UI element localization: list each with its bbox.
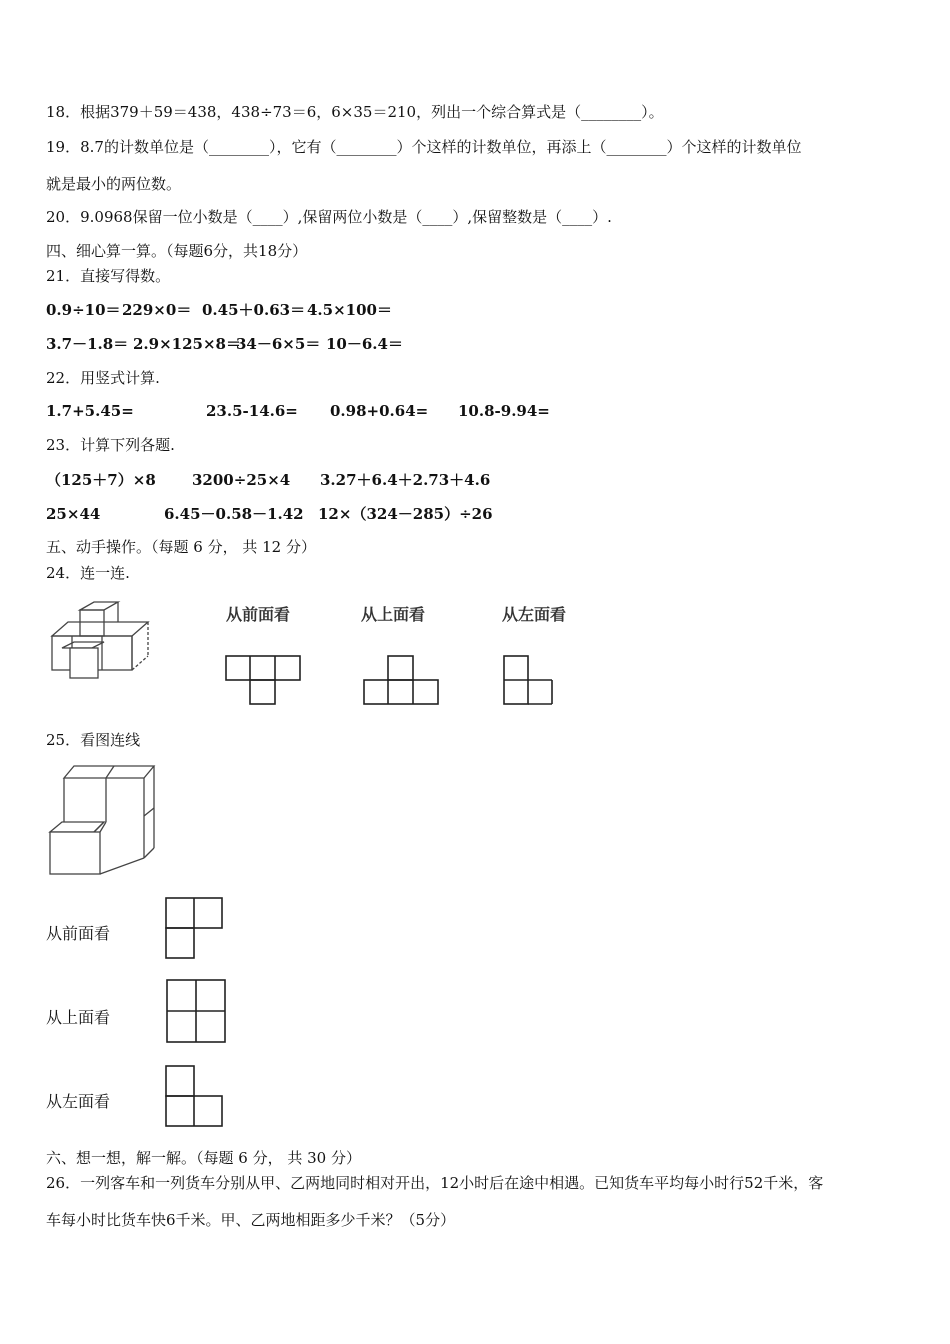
calc-item: 3200÷25×4 <box>192 471 291 489</box>
calc-item: 0.98+0.64= <box>330 402 429 420</box>
calc-item: 10－6.4＝ <box>326 335 403 353</box>
q25-view-shape-top <box>165 978 229 1046</box>
calc-item: 10.8-9.94= <box>458 402 550 420</box>
q25-view-label-left: 从左面看 <box>46 1092 111 1111</box>
q25-view-shape-front <box>164 896 226 962</box>
question-26-line2: 车每小时比货车快6千米。甲、乙两地相距多少千米？（5分） <box>46 1211 456 1229</box>
question-19-line1: 19．8.7的计数单位是（________），它有（________）个这样的计数单位，再添上（________）个这样的计数单位 <box>46 138 802 156</box>
q24-view-shape-l <box>502 654 558 708</box>
q25-view-label-front: 从前面看 <box>46 924 111 943</box>
q24-solid-figure <box>48 600 158 682</box>
calc-item: （125＋7）×8 <box>46 471 156 489</box>
question-26-line1: 26．一列客车和一列货车分别从甲、乙两地同时相对开出，12小时后在途中相遇。已知货车平均每小时行52千米，客 <box>46 1174 824 1192</box>
calc-item: 3.7－1.8＝ <box>46 335 129 353</box>
q24-view-label-left: 从左面看 <box>502 605 567 624</box>
calc-item: 0.9÷10＝ <box>46 301 121 319</box>
q25-view-label-top: 从上面看 <box>46 1008 111 1027</box>
q24-view-label-top: 从上面看 <box>361 605 426 624</box>
question-22-title: 22．用竖式计算. <box>46 369 160 387</box>
question-21-title: 21．直接写得数。 <box>46 267 171 285</box>
question-25-title: 25．看图连线 <box>46 731 141 749</box>
calc-item: 1.7+5.45= <box>46 402 134 420</box>
question-18: 18．根据379＋59＝438，438÷73＝6，6×35＝210，列出一个综合算式是（________）。 <box>46 103 664 121</box>
calc-item: 2.9×125×8＝ <box>133 335 241 353</box>
q24-view-shape-inverted-t <box>362 654 442 708</box>
question-24-title: 24．连一连. <box>46 564 130 582</box>
q25-solid-figure <box>44 762 160 878</box>
calc-item: 23.5-14.6= <box>206 402 298 420</box>
calc-item: 3.27＋6.4＋2.73＋4.6 <box>320 471 491 489</box>
calc-item: 34－6×5＝ <box>236 335 321 353</box>
calc-item: 25×44 <box>46 505 101 523</box>
q24-view-shape-t <box>224 654 304 708</box>
calc-item: 6.45－0.58－1.42 <box>164 505 304 523</box>
calc-item: 0.45＋0.63＝ <box>202 301 306 319</box>
q24-view-label-front: 从前面看 <box>226 605 291 624</box>
calc-item: 229×0＝ <box>122 301 192 319</box>
section-6-heading: 六、想一想，解一解。（每题 6 分， 共 30 分） <box>46 1149 361 1167</box>
section-4-heading: 四、细心算一算。（每题6分，共18分） <box>46 242 308 260</box>
calc-item: 4.5×100＝ <box>307 301 392 319</box>
question-23-title: 23．计算下列各题. <box>46 436 175 454</box>
section-5-heading: 五、动手操作。（每题 6 分， 共 12 分） <box>46 538 316 556</box>
calc-item: 12×（324－285）÷26 <box>318 505 493 523</box>
question-20: 20．9.0968保留一位小数是（____）,保留两位小数是（____）,保留整数是（____）. <box>46 208 612 226</box>
question-19-line2: 就是最小的两位数。 <box>46 175 182 193</box>
q25-view-shape-left <box>164 1064 226 1130</box>
